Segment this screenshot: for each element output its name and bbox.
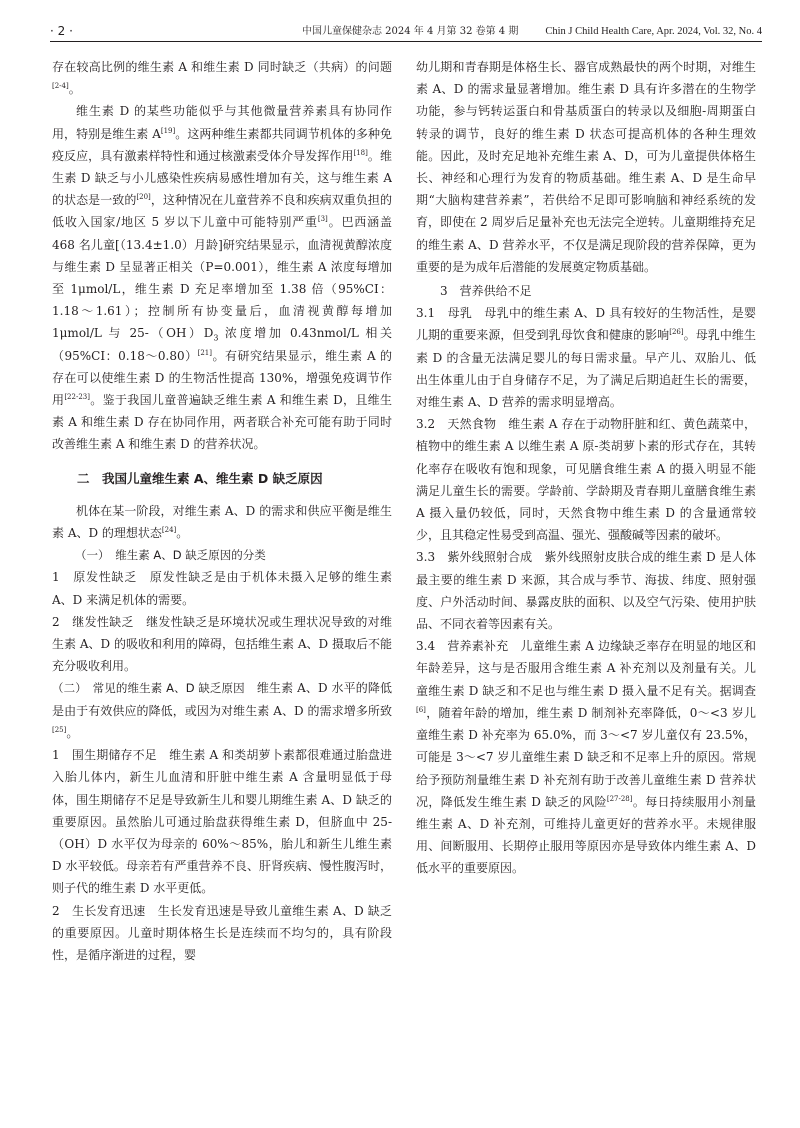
list-item: 1 原发性缺乏 原发性缺乏是由于机体未摄入足够的维生素 A、D 来满足机体的需要。	[52, 570, 392, 607]
citation: [2-4]	[52, 82, 69, 91]
citation: [19]	[160, 126, 176, 135]
citation: [18]	[353, 148, 368, 157]
list-item: 1 围生期储存不足 维生素 A 和类胡萝卜素都很难通过胎盘进入胎儿体内，新生儿血清和肝脏中维生素 A 含量明显低于母体，围生期储存不足是导致新生儿和婴儿期维生素 A、D 缺乏的重要原因。虽然胎儿可通过胎盘获得维生素 D，但脐血中 25-（OH）D 水平仅为母亲的 60%～85%，胎儿和新生儿维生素 D 水平较低。母亲若有严重营养不良、肝肾疾病、慢性腹泻时，则子代的维生素 D 水平更低。	[52, 748, 392, 896]
paragraph: 幼儿期和青春期是体格生长、器官成熟最快的两个时期，对维生素 A、D 的需求量显著增加。维生素 D 具有许多潜在的生物学功能，参与钙转运蛋白和骨基质蛋白的转录以及细胞-周期蛋白转录的调节，良好的维生素 D 状态可提高机体的各种生理效能。因此，及时充足地补充维生素 A、D，可为儿童提供体格生长、神经和心理行为发育的物质基础。维生素 A、D 是生命早期“大脑构建营养素”，若供给不足即可影响脑和神经系统的发育，即使在 2 周岁后足量补充也无法完全逆转。儿童期维持充足的维生素 A、D 营养水平，不仅是满足现阶段的营养保障，更为重要的是为成年后潜能的发展奠定物质基础。	[416, 60, 756, 274]
citation: [6]	[416, 705, 426, 714]
right-column	[416, 56, 756, 1116]
list-item: 2 生长发育迅速 生长发育迅速是导致儿童维生素 A、D 缺乏的重要原因。儿童时期体格生长是连续而不均匀的，具有阶段性，是循序渐进的过程，婴	[52, 903, 392, 962]
list-item: 2 继发性缺乏 继发性缺乏是环境状况或生理状况导致的对维生素 A、D 的吸收和利用的障碍，包括维生素 A、D 摄取后不能充分吸收利用。	[52, 614, 392, 674]
citation: [3]	[317, 215, 328, 224]
citation: [20]	[136, 193, 151, 202]
subsection-paragraph: （二） 常见的维生素 A、D 缺乏原因 维生素 A、D 水平的降低是由于有效供应的降低，或因为对维生素 A、D 的需求增多所致[25]。	[52, 681, 392, 740]
citation: [26]	[669, 328, 684, 337]
subsection-heading: （二） 常见的维生素 A、D 缺乏原因	[52, 681, 245, 696]
paragraph: 机体在某一阶段，对维生素 A、D 的需求和供应平衡是维生素 A、D 的理想状态[24]。	[52, 503, 392, 541]
subsection-heading: （一） 维生素 A、D 缺乏原因的分类	[75, 548, 266, 563]
list-item: 3.1 母乳 母乳中的维生素 A、D 具有较好的生物活性，是婴儿期的重要来源，但受到乳母饮食和健康的影响[26]。母乳中维生素 D 的含量无法满足婴儿的每日需求量。早产儿、双胎儿、低出生体重儿由于自身储存不足，为了满足后期追赶生长的需要，对维生素 A、D 营养的需求明显增高。	[416, 306, 756, 410]
citation: [25]	[52, 725, 67, 734]
paragraph: 维生素 D 的某些功能似乎与其他微量营养素具有协同作用，特别是维生素 A[19]。这两种维生素都共同调节机体的多种免疫反应，具有激素样特性和通过核激素受体介导发挥作用[18]。维生素 D 缺乏与小儿感染性疾病易感性增加有关，这与维生素 A 的状态是一致的[20]，这种情况在儿童营养不良和疾病双重负担的低收入国家/地区 5 岁以下儿童中可能特别严重[3]。巴西涵盖 468 名儿童[（13.4±1.0）月龄]研究结果显示，血清视黄醇浓度与维生素 D 呈显著正相关（P=0.001），维生素 A 浓度每增加至 1μmol/L，维生素 D 充足率增加至 1.38 倍（95%CI：1.18～1.61）；控制所有协变量后，血清视黄醇每增加 1μmol/L 与 $25-(OH)D_3$ 浓度增加 0.43nmol/L 相关（95%CI：0.18～0.80）[21]。有研究结果显示，维生素 A 的存在可以使维生素 D 的生物活性提高 130%，增强免疫调节作用[22-23]。鉴于我国儿童普遍缺乏维生素 A 和维生素 D，且维生素 A 和维生素 D 存在协同作用，两者联合补充可能有助于同时改善维生素 A 和维生素 D 的营养状况。	[52, 104, 392, 452]
page-number: · 2 ·	[50, 24, 73, 38]
citation: [27-28]	[606, 794, 633, 803]
journal-title-cn: 中国儿童保健杂志 2024 年 4 月第 32 卷第 4 期	[302, 26, 519, 37]
journal-title-en: Chin J Child Health Care, Apr. 2024, Vol. 32, No. 4	[545, 26, 762, 37]
list-item: 3.3 紫外线照射合成 紫外线照射皮肤合成的维生素 D 是人体最主要的维生素 D 来源，其合成与季节、海拔、纬度、照射强度、户外活动时间、暴露皮肤的面积、以及空气污染、使用护肤品、不同衣着等因素有关。	[416, 550, 756, 632]
citation: [21]	[197, 348, 212, 357]
section-heading: 3 营养供给不足	[440, 284, 532, 299]
running-header	[50, 12, 762, 42]
list-item: 3.2 天然食物 维生素 A 存在于动物肝脏和红、黄色蔬菜中，植物中的维生素 A 以维生素 A 原-类胡萝卜素的形式存在，其转化率存在吸收有饱和现象，可见膳食维生素 A 的摄入明显不能满足儿童生长的需要。学龄前、学龄期及青春期儿童膳食维生素 A 摄入量仍较低，同时，天然食物中维生素 D 的含量通常较少，且其稳定性易受到高温、强光、强酸碱等因素的破坏。	[416, 417, 756, 543]
list-item: 3.4 营养素补充 儿童维生素 A 边缘缺乏率存在明显的地区和年龄差异，这与是否服用含维生素 A 补充剂以及剂量有关。儿童维生素 D 缺乏和不足也与维生素 D 摄入量不足有关。据调查[6]，随着年龄的增加，维生素 D 制剂补充率降低，0～<3 岁儿童维生素 D 补充率为 65.0%，而 3～<7 岁儿童仅有 23.5%，可能是 3～<7 岁儿童维生素 D 缺乏和不足率上升的原因。常规给予预防剂量维生素 D 补充剂有助于改善儿童维生素 D 营养状况，降低发生维生素 D 缺乏的风险[27-28]。每日持续服用小剂量维生素 A、D 补充剂，可维持儿童更好的营养水平。未规律服用、间断服用、长期停止服用等原因亦是导致体内维生素 A、D 低水平的重要原因。	[416, 639, 756, 876]
paragraph: 存在较高比例的维生素 A 和维生素 D 同时缺乏（共病）的问题[2-4]。	[52, 60, 392, 97]
left-column	[52, 56, 392, 1116]
citation: [22-23]	[64, 393, 90, 402]
section-heading: 二 我国儿童维生素 A、维生素 D 缺乏原因	[77, 470, 323, 486]
citation: [24]	[161, 526, 177, 535]
